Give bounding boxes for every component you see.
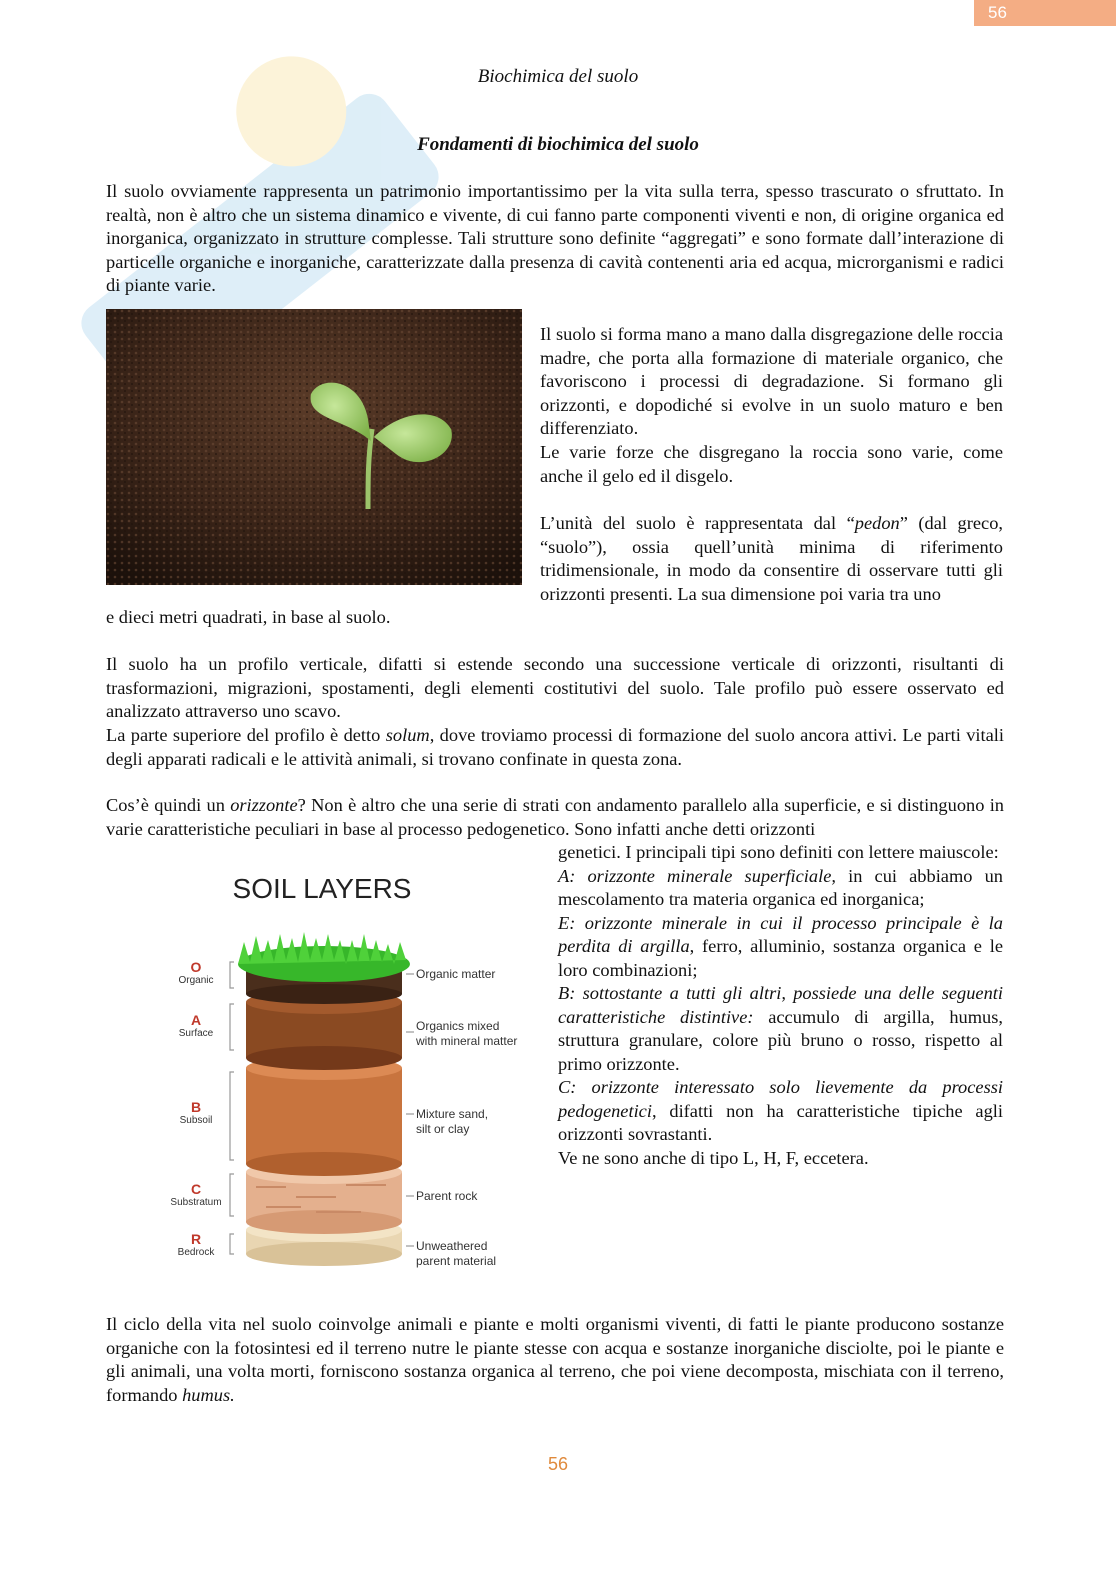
pedon-text-pre: L’unità del suolo è rappresentata dal “ <box>540 513 855 533</box>
layer-o-shape <box>238 932 410 1004</box>
intro-paragraph: Il suolo ovviamente rappresenta un patrimonio importantissimo per la vita sulla terra, spesso trascurato o sfruttato. In realtà, non è altro che un sistema dinamico e vivente, di cui fanno parte componenti viventi e non, di origine organica ed inorganica, organizzato in strutture complesse. Tali strutture sono definite “aggregati” e sono formate dall’interazione di particelle organiche e inorganiche, caratterizzate dalla presenza di cavità contenenti aria ed acqua, microrganismi e radici di piante varie. <box>106 181 1004 295</box>
soil-layers-figure <box>106 852 546 1282</box>
horizon-intro: genetici. I principali tipi sono definiti con lettere maiuscole: <box>558 842 999 862</box>
solum-term: solum <box>385 725 430 745</box>
pedon-term: pedon <box>854 513 900 533</box>
layer-c-letter: C <box>190 1181 202 1197</box>
horizon-b-text: accumulo di argilla, humus, struttura granulare, colore più bruno o rosso, rispetto al primo orizzonte. <box>558 1006 1003 1074</box>
layer-b-shape <box>246 1056 402 1176</box>
horizon-c-text: , difatti non ha caratteristiche tipiche agli orizzonti sovrastanti. <box>558 1100 1003 1144</box>
page-number: 56 <box>547 1454 569 1474</box>
layer-b-desc-1: Mixture sand, <box>416 1107 489 1121</box>
solum-paragraph <box>106 724 1004 771</box>
pedon-tail: e dieci metri quadrati, in base al suolo. <box>106 607 391 627</box>
life-cycle-text: Il ciclo della vita nel suolo coinvolge animali e piante e molti organismi viventi, di fatti le piante producono sostanze organiche con la fotosintesi ed il terreno nutre le piante stesse con acqua e sostanze inorganiche disciolte, poi le piante e gli animali, una volta morti, forniscono sostanza organica al terreno, che poi viene decomposta, mischiata con il terreno, formando <box>106 1314 1004 1405</box>
horizon-list <box>558 841 1003 1170</box>
pedon-paragraph <box>540 512 1003 606</box>
layer-a-name: Surface <box>178 1028 214 1039</box>
section-title: Fondamenti di biochimica del suolo <box>417 134 699 155</box>
layer-o-letter: O <box>190 959 202 975</box>
layer-c-name: Substratum <box>170 1197 222 1208</box>
formation-paragraph: Il suolo si forma mano a mano dalla disgregazione delle roccia madre, che porta alla formazione di materiale organico, che favoriscono i processi di degradazione. Si formano gli orizzonti, e dopodiché si evolve in un suolo maturo e ben differenziato. <box>540 324 1003 438</box>
horizon-other: Ve ne sono anche di tipo L, H, F, eccetera. <box>558 1147 869 1168</box>
humus-term: humus. <box>182 1384 235 1405</box>
layer-r-desc-1: Unweathered <box>416 1239 488 1253</box>
layer-o-name: Organic <box>178 975 214 986</box>
layer-a-desc-2: with mineral matter <box>416 1034 518 1048</box>
horizon-text-pre: Cos’è quindi un <box>106 795 231 815</box>
seedling-photo <box>106 309 522 585</box>
horizon-e <box>558 912 1003 983</box>
horizon-c-term: C: orizzonte interessato solo lievemente da processi pedogenetici <box>558 1077 1003 1121</box>
soil-figure-title: SOIL LAYERS <box>232 873 412 904</box>
layer-r-desc-2: parent material <box>416 1254 497 1268</box>
layer-a-letter: A <box>190 1012 202 1028</box>
horizon-text-post: ? Non è altro che una serie di strati con andamento parallelo alla superficie, e si distinguono in varie caratteristiche peculiari in base al processo pedogenetico. Sono infatti anche detti orizzonti <box>106 795 1004 839</box>
pedon-text-post: ” (dal greco, “suolo”), ossia quell’unità minima di riferimento tridimensionale, in modo da consentire di osservare tutti gli orizzonti presenti. La sua dimensione poi varia tra uno <box>540 513 1003 604</box>
layer-o-desc: Organic matter <box>416 967 496 981</box>
layer-a-desc-1: Organics mixed <box>416 1019 500 1033</box>
horizon-paragraph <box>106 794 1004 841</box>
layer-c-desc: Parent rock <box>416 1189 478 1203</box>
horizon-e-text: , ferro, alluminio, sostanza organica e le loro combinazioni; <box>558 936 1003 980</box>
horizon-c <box>558 1076 1003 1147</box>
solum-text-pre: La parte superiore del profilo è detto <box>106 725 386 745</box>
horizon-term: orizzonte <box>230 795 298 815</box>
horizon-a-text: in cui abbiamo un mescolamento tra materia organica ed inorganica; <box>558 865 1003 909</box>
profile-paragraph: Il suolo ha un profilo verticale, difatti si estende secondo una successione verticale di orizzonti, risultanti di trasformazioni, migrazioni, spostamenti, degli elementi costitutivi del suolo. Tale profilo può essere osservato ed analizzato attraverso uno scavo. <box>106 654 1004 721</box>
horizon-a-term: A: orizzonte minerale superficiale, <box>558 865 836 886</box>
layer-b-name: Subsoil <box>179 1115 213 1126</box>
life-cycle-paragraph <box>106 1313 1004 1407</box>
layer-r-name: Bedrock <box>177 1247 215 1258</box>
horizon-b <box>558 982 1003 1076</box>
solum-text-post: , dove troviamo processi di formazione del suolo ancora attivi. Le parti vitali degli apparati radicali e le attività animali, si trovano confinate in questa zona. <box>106 725 1004 769</box>
layer-b-letter: B <box>190 1099 202 1115</box>
horizon-b-term: B: sottostante a tutti gli altri, possiede una delle seguenti caratteristiche distintive: <box>558 983 1003 1027</box>
layer-b-desc-2: silt or clay <box>416 1122 470 1136</box>
layer-r-letter: R <box>190 1231 202 1247</box>
horizon-e-term: E: orizzonte minerale in cui il processo principale è la perdita di argilla <box>558 912 1003 956</box>
horizon-a <box>558 865 1003 912</box>
running-title: Biochimica del suolo <box>477 66 639 87</box>
forces-paragraph: Le varie forze che disgregano la roccia sono varie, come anche il gelo ed il disgelo. <box>540 442 1003 486</box>
page-badge: 56 <box>974 0 1116 26</box>
